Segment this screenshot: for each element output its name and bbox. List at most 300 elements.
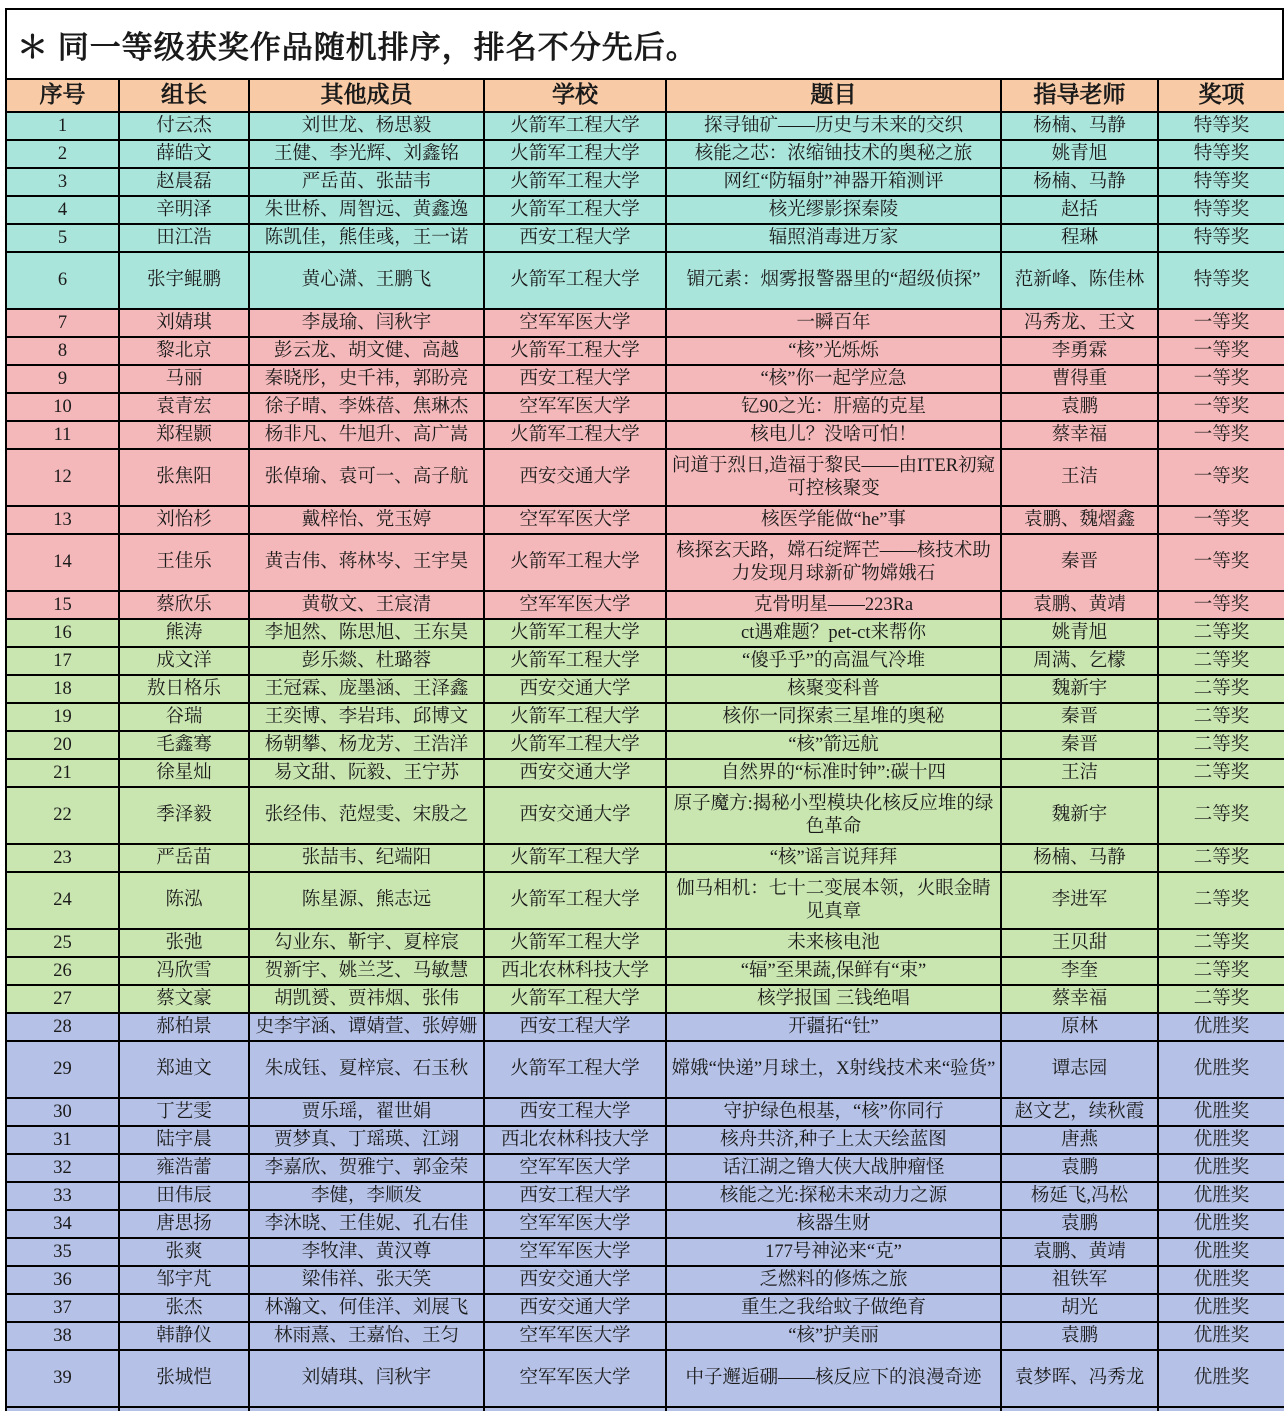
cell-title: 镅元素：烟雾报警器里的“超级侦探” bbox=[666, 252, 1001, 309]
table-row bbox=[6, 619, 1284, 647]
cell-school: 火箭军工程大学 bbox=[484, 112, 666, 140]
cell-members: 刘世龙、杨思毅 bbox=[249, 112, 484, 140]
cell-award: 优胜奖 bbox=[1158, 1266, 1284, 1294]
cell-advisor: 秦晋 bbox=[1001, 534, 1158, 591]
cell-members: 黄心潇、王鹏飞 bbox=[249, 252, 484, 309]
table-row bbox=[6, 449, 1284, 506]
cell-members: 李晟瑜、闫秋宇 bbox=[249, 309, 484, 337]
cell-title: 核能之光:探秘未来动力之源 bbox=[666, 1182, 1001, 1210]
cell-members: 贺新宇、姚兰芝、马敏慧 bbox=[249, 957, 484, 985]
cell-advisor: 祖铁军 bbox=[1001, 1266, 1158, 1294]
cell-school: 火箭军工程大学 bbox=[484, 1041, 666, 1098]
cell-advisor: 原林 bbox=[1001, 1013, 1158, 1041]
cell-title: 守护绿色根基，“核”你同行 bbox=[666, 1098, 1001, 1126]
cell-leader: 毛鑫骞 bbox=[119, 731, 249, 759]
cell-no: 26 bbox=[6, 957, 119, 985]
cell-members: 黄吉伟、蒋林岑、王宇昊 bbox=[249, 534, 484, 591]
cell-title: 探寻铀矿——历史与未来的交织 bbox=[666, 112, 1001, 140]
cell-title: “核”你一起学应急 bbox=[666, 365, 1001, 393]
cell-school: 空军军医大学 bbox=[484, 1322, 666, 1350]
cell-award: 优胜奖 bbox=[1158, 1238, 1284, 1266]
cell-members: 张倬瑜、袁可一、高子航 bbox=[249, 449, 484, 506]
cell-award: 特等奖 bbox=[1158, 168, 1284, 196]
cell-members: 朱世桥、周智远、黄鑫逸 bbox=[249, 196, 484, 224]
cell-advisor: 袁鹏 bbox=[1001, 1322, 1158, 1350]
cell-school: 火箭军工程大学 bbox=[484, 421, 666, 449]
header-row bbox=[6, 79, 1284, 112]
cell-advisor: 袁鹏 bbox=[1001, 393, 1158, 421]
cell-school: 西安工程大学 bbox=[484, 224, 666, 252]
cell-title: 未来核电池 bbox=[666, 929, 1001, 957]
column-header-no: 序号 bbox=[6, 79, 119, 112]
cell-members: 张经伟、范煜雯、宋殷之 bbox=[249, 787, 484, 844]
table-row bbox=[6, 112, 1284, 140]
cell-leader: 田伟辰 bbox=[119, 1182, 249, 1210]
table-row bbox=[6, 252, 1284, 309]
cell-members: 贾乐瑶，翟世娟 bbox=[249, 1098, 484, 1126]
cell-school: 火箭军工程大学 bbox=[484, 196, 666, 224]
table-row bbox=[6, 1126, 1284, 1154]
ranking-note: ＊ 同一等级获奖作品随机排序，排名不分先后。 bbox=[5, 8, 1284, 78]
cell-school: 空军军医大学 bbox=[484, 309, 666, 337]
table-row bbox=[6, 929, 1284, 957]
cell-leader: 蔡欣乐 bbox=[119, 591, 249, 619]
cell-leader: 熊涛 bbox=[119, 619, 249, 647]
cell-leader: 王佳乐 bbox=[119, 534, 249, 591]
cell-school: 火箭军工程大学 bbox=[484, 929, 666, 957]
cell-school: 火箭军工程大学 bbox=[484, 647, 666, 675]
table-row bbox=[6, 1210, 1284, 1238]
cell-no: 17 bbox=[6, 647, 119, 675]
cell-award: 一等奖 bbox=[1158, 309, 1284, 337]
cell-title: “傻乎乎”的高温气冷堆 bbox=[666, 647, 1001, 675]
cell-title: 一瞬百年 bbox=[666, 309, 1001, 337]
cell-award: 一等奖 bbox=[1158, 421, 1284, 449]
cell-advisor: 赵文艺，续秋霞 bbox=[1001, 1098, 1158, 1126]
table-row bbox=[6, 337, 1284, 365]
cell-title: 核你一同探索三星堆的奥秘 bbox=[666, 703, 1001, 731]
cell-title: “核”谣言说拜拜 bbox=[666, 844, 1001, 872]
cell-members: 杨非凡、牛旭升、高广嵩 bbox=[249, 421, 484, 449]
cell-award: 一等奖 bbox=[1158, 534, 1284, 591]
cell-school: 空军军医大学 bbox=[484, 1210, 666, 1238]
cell-award: 二等奖 bbox=[1158, 985, 1284, 1013]
cell-no: 36 bbox=[6, 1266, 119, 1294]
cell-advisor: 谭志园 bbox=[1001, 1041, 1158, 1098]
cell-leader: 陈泓 bbox=[119, 872, 249, 929]
cell-award: 一等奖 bbox=[1158, 506, 1284, 534]
table-row bbox=[6, 647, 1284, 675]
table-row bbox=[6, 1238, 1284, 1266]
cell-leader: 蔡文豪 bbox=[119, 985, 249, 1013]
cell-advisor: 杨延飞,冯松 bbox=[1001, 1182, 1158, 1210]
cell-members: 林瀚文、何佳洋、刘展飞 bbox=[249, 1294, 484, 1322]
cell-no: 14 bbox=[6, 534, 119, 591]
cell-award: 二等奖 bbox=[1158, 787, 1284, 844]
cell-award: 二等奖 bbox=[1158, 619, 1284, 647]
cell-leader: 田江浩 bbox=[119, 224, 249, 252]
cell-leader: 陆宇晨 bbox=[119, 1126, 249, 1154]
cell-no: 18 bbox=[6, 675, 119, 703]
cell-members: 林雨熹、王嘉怡、王匀 bbox=[249, 1322, 484, 1350]
cell-advisor: 袁鹏、魏熠鑫 bbox=[1001, 506, 1158, 534]
cell-empty bbox=[484, 1407, 666, 1411]
cell-no: 22 bbox=[6, 787, 119, 844]
cell-no: 37 bbox=[6, 1294, 119, 1322]
cell-award: 特等奖 bbox=[1158, 252, 1284, 309]
cell-members: 刘婧琪、闫秋宇 bbox=[249, 1350, 484, 1407]
cell-empty bbox=[119, 1407, 249, 1411]
table-row bbox=[6, 393, 1284, 421]
cell-advisor: 李勇霖 bbox=[1001, 337, 1158, 365]
cell-title: 网红“防辐射”神器开箱测评 bbox=[666, 168, 1001, 196]
cell-members: 戴梓怡、党玉婷 bbox=[249, 506, 484, 534]
table-row bbox=[6, 506, 1284, 534]
cell-award: 一等奖 bbox=[1158, 591, 1284, 619]
cell-leader: 刘怡杉 bbox=[119, 506, 249, 534]
cell-title: 核聚变科普 bbox=[666, 675, 1001, 703]
cell-no: 35 bbox=[6, 1238, 119, 1266]
cell-advisor: 袁鹏 bbox=[1001, 1210, 1158, 1238]
cell-title: “辐”至果蔬,保鲜有“束” bbox=[666, 957, 1001, 985]
cell-members: 黄敬文、王宸清 bbox=[249, 591, 484, 619]
cell-award: 一等奖 bbox=[1158, 449, 1284, 506]
cell-no: 27 bbox=[6, 985, 119, 1013]
table-row bbox=[6, 844, 1284, 872]
cell-members: 李旭然、陈思旭、王东昊 bbox=[249, 619, 484, 647]
column-header-title: 题目 bbox=[666, 79, 1001, 112]
cell-members: 朱成钰、夏梓宸、石玉秋 bbox=[249, 1041, 484, 1098]
column-header-award: 奖项 bbox=[1158, 79, 1284, 112]
awards-sheet bbox=[5, 8, 1284, 1411]
cell-advisor: 袁鹏、黄靖 bbox=[1001, 591, 1158, 619]
table-row bbox=[6, 1041, 1284, 1098]
column-header-leader: 组长 bbox=[119, 79, 249, 112]
table-row bbox=[6, 168, 1284, 196]
cell-title: 核器生财 bbox=[666, 1210, 1001, 1238]
cell-award: 优胜奖 bbox=[1158, 1350, 1284, 1407]
cell-award: 一等奖 bbox=[1158, 365, 1284, 393]
cell-title: 核学报国 三钱绝唱 bbox=[666, 985, 1001, 1013]
cell-advisor: 袁鹏、黄靖 bbox=[1001, 1238, 1158, 1266]
cell-award: 二等奖 bbox=[1158, 731, 1284, 759]
table-row bbox=[6, 421, 1284, 449]
cell-school: 西安交通大学 bbox=[484, 1294, 666, 1322]
cell-no: 29 bbox=[6, 1041, 119, 1098]
cell-no: 28 bbox=[6, 1013, 119, 1041]
cell-school: 火箭军工程大学 bbox=[484, 252, 666, 309]
cell-members: 彭乐燚、杜璐蓉 bbox=[249, 647, 484, 675]
cell-no: 16 bbox=[6, 619, 119, 647]
cell-empty bbox=[666, 1407, 1001, 1411]
cell-advisor: 周满、乞檬 bbox=[1001, 647, 1158, 675]
cell-award: 二等奖 bbox=[1158, 703, 1284, 731]
cell-no: 7 bbox=[6, 309, 119, 337]
table-row bbox=[6, 675, 1284, 703]
cell-school: 空军军医大学 bbox=[484, 1350, 666, 1407]
cell-advisor: 魏新宇 bbox=[1001, 787, 1158, 844]
cell-award: 一等奖 bbox=[1158, 337, 1284, 365]
cell-empty bbox=[249, 1407, 484, 1411]
cell-no: 23 bbox=[6, 844, 119, 872]
cell-members: 易文甜、阮毅、王宁苏 bbox=[249, 759, 484, 787]
cell-advisor: 唐燕 bbox=[1001, 1126, 1158, 1154]
cell-no: 20 bbox=[6, 731, 119, 759]
cell-title: 重生之我给蚊子做绝育 bbox=[666, 1294, 1001, 1322]
cell-no: 10 bbox=[6, 393, 119, 421]
cell-members: 彭云龙、胡文健、高越 bbox=[249, 337, 484, 365]
cell-leader: 张焦阳 bbox=[119, 449, 249, 506]
cell-title: “核”光烁烁 bbox=[666, 337, 1001, 365]
cell-school: 西安工程大学 bbox=[484, 1013, 666, 1041]
cell-leader: 丁艺雯 bbox=[119, 1098, 249, 1126]
cell-advisor: 姚青旭 bbox=[1001, 619, 1158, 647]
cell-no: 1 bbox=[6, 112, 119, 140]
cell-school: 火箭军工程大学 bbox=[484, 337, 666, 365]
cell-leader: 谷瑞 bbox=[119, 703, 249, 731]
cell-members: 王冠霖、庞墨涵、王泽鑫 bbox=[249, 675, 484, 703]
cell-leader: 马丽 bbox=[119, 365, 249, 393]
cell-award: 特等奖 bbox=[1158, 140, 1284, 168]
cell-leader: 雍浩蕾 bbox=[119, 1154, 249, 1182]
cell-award: 二等奖 bbox=[1158, 844, 1284, 872]
cell-members: 王奕博、李岩玮、邱博文 bbox=[249, 703, 484, 731]
cell-advisor: 袁鹏 bbox=[1001, 1154, 1158, 1182]
cell-advisor: 王贝甜 bbox=[1001, 929, 1158, 957]
cell-no: 3 bbox=[6, 168, 119, 196]
cell-leader: 黎北京 bbox=[119, 337, 249, 365]
table-row bbox=[6, 1154, 1284, 1182]
cell-leader: 邹宇芃 bbox=[119, 1266, 249, 1294]
cell-title: 核电儿？没啥可怕！ bbox=[666, 421, 1001, 449]
table-row bbox=[6, 534, 1284, 591]
cell-no: 2 bbox=[6, 140, 119, 168]
cell-title: 辐照消毒进万家 bbox=[666, 224, 1001, 252]
cell-no: 11 bbox=[6, 421, 119, 449]
table-row bbox=[6, 196, 1284, 224]
cell-advisor: 曹得重 bbox=[1001, 365, 1158, 393]
cell-school: 西北农林科技大学 bbox=[484, 957, 666, 985]
cell-award: 二等奖 bbox=[1158, 929, 1284, 957]
column-header-members: 其他成员 bbox=[249, 79, 484, 112]
cell-title: 开疆拓“钍” bbox=[666, 1013, 1001, 1041]
cell-leader: 徐星灿 bbox=[119, 759, 249, 787]
cell-no: 5 bbox=[6, 224, 119, 252]
cell-empty bbox=[6, 1407, 119, 1411]
cell-school: 西安工程大学 bbox=[484, 1098, 666, 1126]
cell-leader: 张宇鲲鹏 bbox=[119, 252, 249, 309]
cell-school: 火箭军工程大学 bbox=[484, 703, 666, 731]
cell-school: 火箭军工程大学 bbox=[484, 872, 666, 929]
cell-school: 空军军医大学 bbox=[484, 506, 666, 534]
cell-no: 25 bbox=[6, 929, 119, 957]
cell-award: 二等奖 bbox=[1158, 957, 1284, 985]
cell-leader: 张杰 bbox=[119, 1294, 249, 1322]
cell-school: 火箭军工程大学 bbox=[484, 140, 666, 168]
table-row bbox=[6, 591, 1284, 619]
cell-title: “核”箭远航 bbox=[666, 731, 1001, 759]
cell-advisor: 蔡幸福 bbox=[1001, 421, 1158, 449]
cell-leader: 唐思扬 bbox=[119, 1210, 249, 1238]
cell-title: 核能之芯：浓缩铀技术的奥秘之旅 bbox=[666, 140, 1001, 168]
cell-no: 39 bbox=[6, 1350, 119, 1407]
cell-leader: 敖日格乐 bbox=[119, 675, 249, 703]
cell-advisor: 蔡幸福 bbox=[1001, 985, 1158, 1013]
cell-leader: 郑迪文 bbox=[119, 1041, 249, 1098]
awards-table bbox=[5, 78, 1284, 1411]
cell-title: 嫦娥“快递”月球土，X射线技术来“验货” bbox=[666, 1041, 1001, 1098]
cell-members: 徐子晴、李姝蓓、焦琳杰 bbox=[249, 393, 484, 421]
cell-school: 西安工程大学 bbox=[484, 365, 666, 393]
cell-title: 乏燃料的修炼之旅 bbox=[666, 1266, 1001, 1294]
cell-title: 177号神泌来“克” bbox=[666, 1238, 1001, 1266]
table-row bbox=[6, 759, 1284, 787]
cell-members: 秦晓彤，史千祎，郭盼亮 bbox=[249, 365, 484, 393]
cell-members: 张喆韦、纪端阳 bbox=[249, 844, 484, 872]
table-row bbox=[6, 1013, 1284, 1041]
cell-school: 火箭军工程大学 bbox=[484, 844, 666, 872]
table-row bbox=[6, 703, 1284, 731]
table-row bbox=[6, 1350, 1284, 1407]
cell-no: 4 bbox=[6, 196, 119, 224]
cell-title: ct遇难题？pet-ct来帮你 bbox=[666, 619, 1001, 647]
cell-no: 21 bbox=[6, 759, 119, 787]
cell-advisor: 秦晋 bbox=[1001, 731, 1158, 759]
cell-school: 西安交通大学 bbox=[484, 675, 666, 703]
cell-title: 核探玄天路，嫦石绽辉芒——核技术助力发现月球新矿物嫦娥石 bbox=[666, 534, 1001, 591]
cell-school: 火箭军工程大学 bbox=[484, 168, 666, 196]
cell-school: 空军军医大学 bbox=[484, 393, 666, 421]
cell-award: 优胜奖 bbox=[1158, 1294, 1284, 1322]
cell-leader: 薛皓文 bbox=[119, 140, 249, 168]
cell-title: 中子邂逅硼——核反应下的浪漫奇迹 bbox=[666, 1350, 1001, 1407]
cell-members: 陈凯佳，熊佳彧，王一诺 bbox=[249, 224, 484, 252]
cell-advisor: 杨楠、马静 bbox=[1001, 112, 1158, 140]
cell-school: 西安交通大学 bbox=[484, 449, 666, 506]
cell-members: 贾梦真、丁瑶瑛、江翊 bbox=[249, 1126, 484, 1154]
cell-advisor: 杨楠、马静 bbox=[1001, 168, 1158, 196]
cell-award: 优胜奖 bbox=[1158, 1098, 1284, 1126]
cell-advisor: 程琳 bbox=[1001, 224, 1158, 252]
cell-school: 空军军医大学 bbox=[484, 1154, 666, 1182]
cell-members: 李嘉欣、贺雅宁、郭金荣 bbox=[249, 1154, 484, 1182]
cell-advisor: 杨楠、马静 bbox=[1001, 844, 1158, 872]
cell-title: 伽马相机：七十二变展本领，火眼金睛见真章 bbox=[666, 872, 1001, 929]
cell-advisor: 魏新宇 bbox=[1001, 675, 1158, 703]
cell-no: 38 bbox=[6, 1322, 119, 1350]
table-row bbox=[6, 1098, 1284, 1126]
cell-award: 二等奖 bbox=[1158, 759, 1284, 787]
table-row bbox=[6, 1266, 1284, 1294]
cell-title: 核舟共济,种子上太天绘蓝图 bbox=[666, 1126, 1001, 1154]
cell-award: 特等奖 bbox=[1158, 196, 1284, 224]
cell-no: 6 bbox=[6, 252, 119, 309]
cell-no: 32 bbox=[6, 1154, 119, 1182]
table-row bbox=[6, 872, 1284, 929]
cell-leader: 季泽毅 bbox=[119, 787, 249, 844]
table-row bbox=[6, 731, 1284, 759]
table-row bbox=[6, 957, 1284, 985]
cell-members: 李牧津、黄汉尊 bbox=[249, 1238, 484, 1266]
cell-members: 严岳苗、张喆韦 bbox=[249, 168, 484, 196]
cell-members: 史李宇涵、谭婧萱、张婷姗 bbox=[249, 1013, 484, 1041]
cell-leader: 郑程颢 bbox=[119, 421, 249, 449]
cell-award: 特等奖 bbox=[1158, 224, 1284, 252]
cell-members: 杨朝攀、杨龙芳、王浩洋 bbox=[249, 731, 484, 759]
cell-title: 问道于烈日,造福于黎民——由ITER初窥可控核聚变 bbox=[666, 449, 1001, 506]
cell-leader: 张爽 bbox=[119, 1238, 249, 1266]
cell-leader: 成文洋 bbox=[119, 647, 249, 675]
cell-members: 李沐晓、王佳妮、孔右佳 bbox=[249, 1210, 484, 1238]
cell-school: 西安交通大学 bbox=[484, 759, 666, 787]
cell-title: 原子魔方:揭秘小型模块化核反应堆的绿色革命 bbox=[666, 787, 1001, 844]
cell-school: 西北农林科技大学 bbox=[484, 1126, 666, 1154]
column-header-school: 学校 bbox=[484, 79, 666, 112]
cell-title: 话江湖之镥大侠大战肿瘤怪 bbox=[666, 1154, 1001, 1182]
cell-title: 核医学能做“he”事 bbox=[666, 506, 1001, 534]
cell-award: 特等奖 bbox=[1158, 112, 1284, 140]
cell-members: 胡凯赟、贾祎烟、张伟 bbox=[249, 985, 484, 1013]
cell-award: 优胜奖 bbox=[1158, 1154, 1284, 1182]
cell-no: 31 bbox=[6, 1126, 119, 1154]
cell-no: 24 bbox=[6, 872, 119, 929]
cell-members: 李健，李顺发 bbox=[249, 1182, 484, 1210]
cell-members: 勾业东、靳宇、夏梓宸 bbox=[249, 929, 484, 957]
cell-members: 陈星源、熊志远 bbox=[249, 872, 484, 929]
cell-title: “核”护美丽 bbox=[666, 1322, 1001, 1350]
cell-school: 空军军医大学 bbox=[484, 591, 666, 619]
cell-empty bbox=[1158, 1407, 1284, 1411]
cell-award: 二等奖 bbox=[1158, 675, 1284, 703]
cell-advisor: 赵括 bbox=[1001, 196, 1158, 224]
cell-leader: 冯欣雪 bbox=[119, 957, 249, 985]
cell-award: 优胜奖 bbox=[1158, 1126, 1284, 1154]
cell-title: 自然界的“标准时钟”:碳十四 bbox=[666, 759, 1001, 787]
table-row bbox=[6, 787, 1284, 844]
cell-advisor: 王洁 bbox=[1001, 449, 1158, 506]
table-row bbox=[6, 985, 1284, 1013]
cell-leader: 刘婧琪 bbox=[119, 309, 249, 337]
cell-no: 12 bbox=[6, 449, 119, 506]
cell-school: 西安工程大学 bbox=[484, 1182, 666, 1210]
cell-award: 优胜奖 bbox=[1158, 1041, 1284, 1098]
cell-award: 二等奖 bbox=[1158, 647, 1284, 675]
cell-school: 西安交通大学 bbox=[484, 1266, 666, 1294]
cell-school: 火箭军工程大学 bbox=[484, 985, 666, 1013]
cell-leader: 张弛 bbox=[119, 929, 249, 957]
cell-school: 空军军医大学 bbox=[484, 1238, 666, 1266]
cell-members: 王健、李光辉、刘鑫铭 bbox=[249, 140, 484, 168]
cell-school: 火箭军工程大学 bbox=[484, 619, 666, 647]
cell-leader: 韩静仪 bbox=[119, 1322, 249, 1350]
cell-leader: 赵晨磊 bbox=[119, 168, 249, 196]
cell-award: 优胜奖 bbox=[1158, 1182, 1284, 1210]
cell-leader: 袁青宏 bbox=[119, 393, 249, 421]
partial-row bbox=[6, 1407, 1284, 1411]
cell-no: 13 bbox=[6, 506, 119, 534]
cell-advisor: 袁梦晖、冯秀龙 bbox=[1001, 1350, 1158, 1407]
cell-members: 梁伟祥、张天笑 bbox=[249, 1266, 484, 1294]
table-row bbox=[6, 309, 1284, 337]
cell-leader: 严岳苗 bbox=[119, 844, 249, 872]
table-row bbox=[6, 140, 1284, 168]
cell-award: 优胜奖 bbox=[1158, 1322, 1284, 1350]
cell-leader: 辛明泽 bbox=[119, 196, 249, 224]
cell-leader: 张城恺 bbox=[119, 1350, 249, 1407]
cell-award: 优胜奖 bbox=[1158, 1210, 1284, 1238]
cell-empty bbox=[1001, 1407, 1158, 1411]
cell-no: 34 bbox=[6, 1210, 119, 1238]
